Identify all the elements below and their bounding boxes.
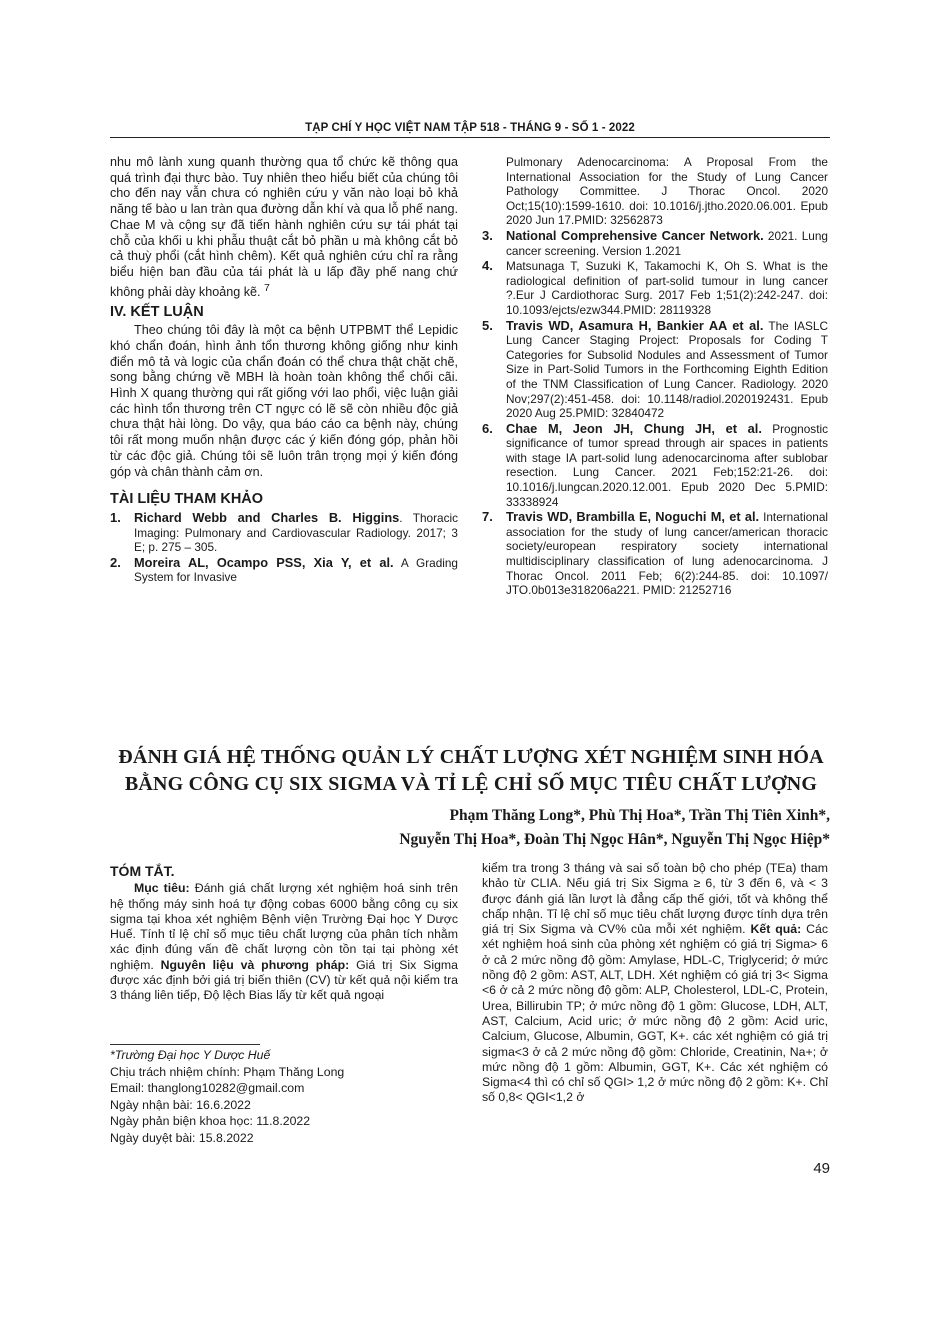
footnote-rule bbox=[110, 1044, 260, 1045]
conclusion-paragraph: Theo chúng tôi đây là một ca bệnh UTPBMT thể Lepidic khó chẩn đoán, hình ảnh tổn thương không giống như kinh điển mô tả và logic của chẩn đoán có thể chưa thật chặt chẽ, song bằng chứng về MBH là hoàn toàn không thể chối cãi. Hình X quang thường qui rất giống với lao phổi, việc luận giải các hình tổn thương trên CT ngực có lẽ sẽ còn nhiều độc giả chưa thật hài lòng. Do vậy, qua báo cáo ca bệnh này, chúng tôi rất mong muốn nhận được các ý kiến đóng góp, phản hồi từ các độc giả. Chúng tôi sẽ luôn trân trọng mọi ý kiến đóng góp và chân thành cảm ơn. bbox=[110, 323, 458, 479]
references-list-left bbox=[110, 511, 458, 585]
reference-item-continued bbox=[482, 155, 828, 228]
article-title-line-1: ĐÁNH GIÁ HỆ THỐNG QUẢN LÝ CHẤT LƯỢNG XÉT NGHIỆM SINH HÓA bbox=[118, 746, 824, 768]
footnote bbox=[110, 1047, 344, 1146]
article-authors bbox=[399, 804, 830, 852]
footnote-responsible: Chịu trách nhiệm chính: Phạm Thăng Long bbox=[110, 1064, 345, 1079]
article-title bbox=[100, 744, 842, 798]
conclusion-heading: IV. KẾT LUẬN bbox=[110, 303, 204, 320]
footnote-reviewed: Ngày phản biện khoa học: 11.8.2022 bbox=[110, 1114, 311, 1128]
references-heading: TÀI LIỆU THAM KHẢO bbox=[110, 491, 264, 508]
abstract-left bbox=[110, 864, 458, 1004]
footnote-received: Ngày nhận bài: 16.6.2022 bbox=[110, 1097, 251, 1112]
reference-item: 7. Travis WD, Brambilla E, Noguchi M, et al. International association for the study of lung cancer/american thoracic society/european respiratory society international multidisciplinary classification of lung adenocarcinoma. J Thorac Oncol. 2011 Feb; 6(2):244-85. doi: 10.1097/ JTO.0b013e318206a221. PMID: 21252716 bbox=[482, 509, 829, 598]
continuation-paragraph: nhu mô lành xung quanh thường qua tổ chức kẽ thông qua quá trình đại thực bào. Tuy nhiên theo hiểu biết của chúng tôi cho đến nay vẫn chưa có nghiên cứu y văn nào loại bỏ khả năng tế bào u lan tràn qua đường dẫn khí và qua lỗ phế nang. Chae M và cộng sự đã tiến hành nghiên cứu sự tái phát tại chỗ của khối u khi phẫu thuật cắt bỏ phần u mà không cắt bỏ cả thuỳ phổi (cắt hình chêm). Kết quả nghiên cứu chỉ ra rằng biểu hiện ban đầu của tái phát là u lấp đầy phế nang chứ không phải dày khoảng kẽ. $^7$ bbox=[110, 155, 458, 299]
header-rule bbox=[110, 137, 830, 138]
reference-item: 6. Chae M, Jeon JH, Chung JH, et al. Prognostic significance of tumor spread through air spaces in patients with stage IA part-solid lung adenocarcinoma after sublobar resection. Lung Cancer. 2021 Feb;152:21-26. doi: 10.1016/j.lungcan.2020.12.001. Epub 2020 Dec 5.PMID: 33338924 bbox=[482, 420, 828, 509]
authors-line-2: Nguyễn Thị Hoa*, Đoàn Thị Ngọc Hân*, Nguyễn Thị Ngọc Hiệp* bbox=[399, 831, 830, 848]
reference-continuation: Pulmonary Adenocarcinoma: A Proposal From the International Association for the Study of Lung Cancer Pathology Committee. J Thorac Oncol. 2020 Oct;15(10):1599-1610. doi: 10.1016/j.jtho.2020.06.001. Epub 2020 Jun 17.PMID: 32562873 bbox=[506, 155, 828, 228]
reference-item: 1. Richard Webb and Charles B. Higgins. Thoracic Imaging: Pulmonary and Cardiovascular Radiology. 2017; 3 E; p. 275 – 305. bbox=[110, 509, 459, 555]
reference-item: 2. Moreira AL, Ocampo PSS, Xia Y, et al. A Grading System for Invasive bbox=[110, 555, 458, 585]
left-column-top bbox=[110, 155, 458, 586]
reference-item: 4. Matsunaga T, Suzuki K, Takamochi K, Oh S. What is the radiological definition of part-solid tumour in lung cancer ?.Eur J Cardiothorac Surg. 2017 Feb 1;51(2):242-247. doi: 10.1093/ejcts/ezw344.PMID: 28119328 bbox=[482, 258, 828, 317]
reference-item: 3. National Comprehensive Cancer Network. 2021. Lung cancer screening. Version 1.2021 bbox=[482, 227, 828, 258]
authors-line-1: Phạm Thăng Long*, Phù Thị Hoa*, Trần Thị Tiên Xinh*, bbox=[449, 807, 830, 824]
footnote-accepted: Ngày duyệt bài: 15.8.2022 bbox=[110, 1130, 254, 1145]
abstract-continued: kiểm tra trong 3 tháng và sai số toàn bộ cho phép (TEa) tham khảo từ CLIA. Nếu giá trị Six Sigma ≥ 6, từ 3 đến 6, và < 3 được đánh giá lần lượt là đẳng cấp thế giới, tốt và không thể chấp nhận. Tỉ lệ chỉ số mục tiêu chất lượng được tính dựa trên giá trị Six Sigma và CV% của mỗi xét nghiệm. Kết quả: Các xét nghiệm hoá sinh của phòng xét nghiệm có giá trị Sigma> 6 ở cả 2 mức nồng độ gồm: Amylase, HDL-C, Triglycerid; ở mức nồng độ 2 gồm: AST, ALT, LDH. Xét nghiệm có giá trị 3< Sigma <6 ở cả 2 mức nồng độ gồm: ALP, Cholesterol, LDL-C, Protein, Urea, Billirubin TP; ở mức nồng độ 1 gồm: Glucose, LDH, ALT, AST, Calcium, Acid uric; ở mức nồng độ 2 gồm: Acid uric, Calcium, Glucose, Albumin, GGT, K+. các xét nghiệm có giá trị sigma<3 ở cả 2 mức nồng độ gồm: Chloride, Creatinin, Na+; ở mức nồng độ 1 gồm: Albumin, GGT, K+. Các xét nghiệm có Sigma<4 thì có chỉ số QGI> 1,2 ở mức nồng độ 2 gồm: K+. Chỉ số 0,8< QGI<1,2 ở bbox=[482, 861, 828, 1105]
journal-header: TẠP CHÍ Y HỌC VIỆT NAM TẬP 518 - THÁNG 9 - SỐ 1 - 2022 bbox=[305, 122, 635, 134]
footnote-affiliation: *Trường Đại học Y Dược Huế bbox=[110, 1048, 271, 1062]
reference-item: 5. Travis WD, Asamura H, Bankier AA et al. The IASLC Lung Cancer Staging Project: Proposals for Coding T Categories for Subsolid Nodules and Assessment of Tumor Size in Part-Solid Tumors in the Forthcoming Eighth Edition of the TNM Classification of Lung Cancer. Radiology. 2020 Nov;297(2):451-458. doi: 10.1148/radiol.2020192431. Epub 2020 Aug 25.PMID: 32840472 bbox=[482, 317, 828, 421]
citation-ref: 7 bbox=[264, 281, 270, 294]
right-column-top bbox=[482, 155, 828, 599]
page-number: 49 bbox=[813, 1160, 830, 1177]
footnote-email: Email: thanglong10282@gmail.com bbox=[110, 1081, 305, 1095]
abstract-right bbox=[482, 861, 828, 1106]
abstract-objective: Mục tiêu: Đánh giá chất lượng xét nghiệm hoá sinh trên hệ thống máy sinh hoá tự động cobas 6000 bằng công cụ six sigma tại khoa xét nghiệm Bệnh viện Trường Đại học Y Dược Huế. Tính tỉ lệ chỉ số mục tiêu chất lượng của phân tích nhằm xác định đúng vấn đề chất lượng còn tồn tại tại phòng xét nghiệm. Nguyên liệu và phương pháp: Giá trị Six Sigma được xác định bởi giá trị biến thiên (CV) từ kết quả nội kiểm tra 3 tháng liên tiếp, Độ lệch Bias lấy từ kết quả ngoại bbox=[110, 881, 459, 1003]
references-list-right bbox=[482, 155, 828, 598]
abstract-heading: TÓM TẮT. bbox=[110, 863, 175, 879]
article-title-line-2: BẰNG CÔNG CỤ SIX SIGMA VÀ TỈ LỆ CHỈ SỐ MỤC TIÊU CHẤT LƯỢNG bbox=[124, 773, 818, 795]
